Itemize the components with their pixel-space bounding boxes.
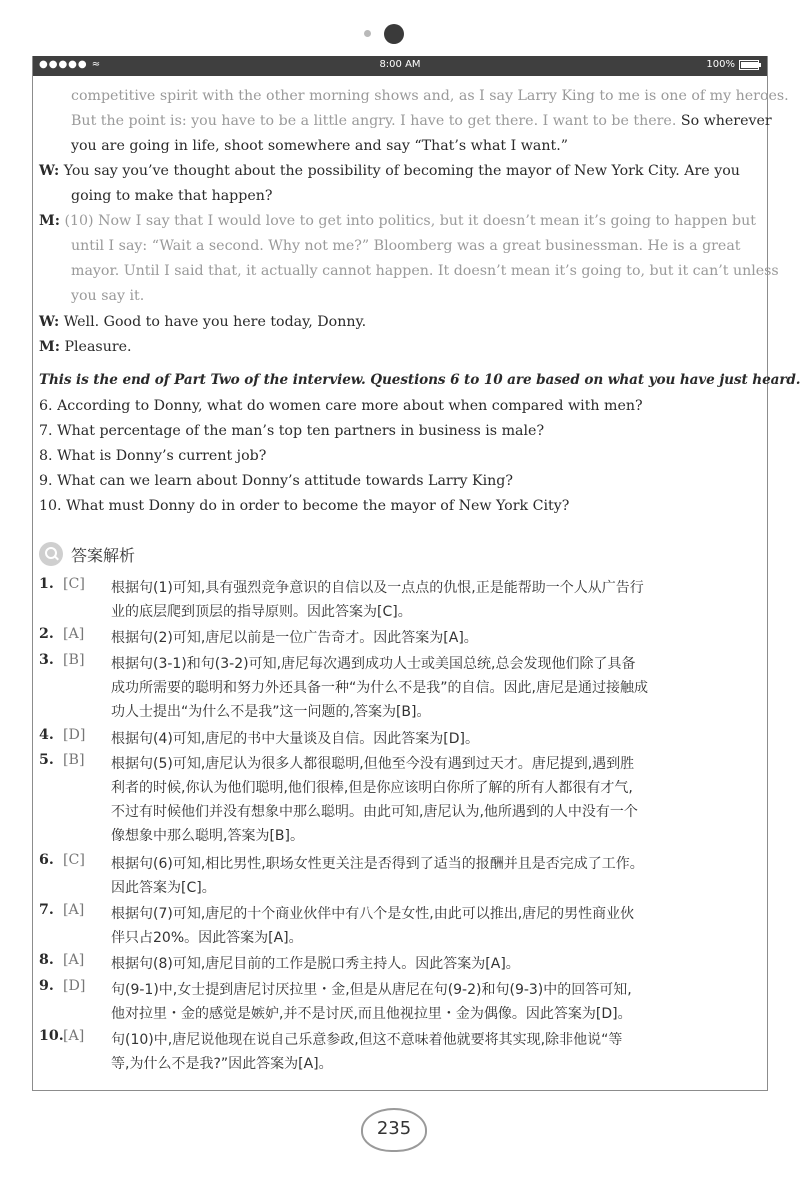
front-camera <box>364 24 404 44</box>
explanation-line: 根据句(1)可知,具有强烈竞争意识的自信以及一点点的仇恨,正是能帮助一个人从广告行 <box>111 580 644 596</box>
transcript-line: until I say: “Wait a second. Why not me?” Bloomberg was a great businessman. He is a great <box>71 238 741 254</box>
transcript-line: going to make that happen? <box>71 188 273 204</box>
transcript-text: Well. Good to have you here today, Donny. <box>63 314 367 330</box>
answer-number: 6. <box>39 852 54 868</box>
answer-key: [D] <box>63 978 86 994</box>
transcript-line: competitive spirit with the other morning shows and, as I say Larry King to me is one of my heroes. <box>71 88 789 104</box>
camera-lens <box>384 24 404 44</box>
answer-explanation <box>111 1028 759 1076</box>
answer-key: [A] <box>63 626 85 642</box>
speaker-label: M: <box>39 339 60 355</box>
answer-explanation <box>111 852 759 900</box>
section-title-text: 答案解析 <box>71 545 136 565</box>
transcript-segment: But the point is: you have to be a little angry. I have to get there. I want to be there. <box>71 113 677 129</box>
question-item <box>39 448 266 464</box>
transcript-text: You say you’ve thought about the possibility of becoming the mayor of New York City. Are you <box>63 163 740 179</box>
question-item <box>39 473 513 489</box>
answer-explanation <box>111 652 759 724</box>
status-time: 8:00 AM <box>379 59 421 70</box>
answer-explanation <box>111 902 759 950</box>
question-text: According to Donny, what do women care more about when compared with men? <box>57 398 643 414</box>
speaker-label: W: <box>39 314 60 330</box>
part-end-note: This is the end of Part Two of the interview. Questions 6 to 10 are based on what you have just heard. <box>39 372 800 388</box>
answer-explanation <box>111 752 759 848</box>
question-number: 9. <box>39 473 53 489</box>
explanation-line: 利者的时候,你认为他们聪明,他们很棒,但是你应该明白你所了解的所有人都很有才气, <box>111 780 633 796</box>
battery-status <box>706 59 759 70</box>
answer-number: 2. <box>39 626 54 642</box>
answer-number: 4. <box>39 727 54 743</box>
explanation-line: 句(10)中,唐尼说他现在说自己乐意参政,但这不意味着他就要将其实现,除非他说“等 <box>111 1032 623 1048</box>
transcript-line: you say it. <box>71 288 145 304</box>
transcript-text: (10) Now I say that I would love to get into politics, but it doesn’t mean it’s going to happen but <box>64 213 756 229</box>
answer-explanation <box>111 952 759 976</box>
transcript-text: Pleasure. <box>64 339 132 355</box>
answer-explanation <box>111 978 759 1026</box>
transcript-line: mayor. Until I said that, it actually cannot happen. It doesn’t mean it’s going to, but it can’t unless <box>71 263 779 279</box>
explanation-line: 功人士提出“为什么不是我”这一问题的,答案为[B]。 <box>111 704 431 720</box>
explanation-line: 根据句(7)可知,唐尼的十个商业伙伴中有八个是女性,由此可以推出,唐尼的男性商业伙 <box>111 906 635 922</box>
answer-key: [D] <box>63 727 86 743</box>
answer-number: 8. <box>39 952 54 968</box>
question-number: 6. <box>39 398 53 414</box>
signal-wifi-icon: ●●●●● ≈ <box>39 59 102 70</box>
explanation-line: 不过有时候他们并没有想象中那么聪明。由此可知,唐尼认为,他所遇到的人中没有一个 <box>111 804 638 820</box>
battery-icon <box>739 60 759 70</box>
answer-number: 9. <box>39 978 54 994</box>
question-text: What must Donny do in order to become the mayor of New York City? <box>66 498 570 514</box>
explanation-line: 成功所需要的聪明和努力外还具备一种“为什么不是我”的自信。因此,唐尼是通过接触成 <box>111 680 648 696</box>
explanation-line: 伴只占20%。因此答案为[A]。 <box>111 930 303 946</box>
transcript-line <box>71 113 772 129</box>
transcript-line <box>39 314 366 330</box>
status-bar <box>33 56 767 76</box>
explanation-line: 根据句(8)可知,唐尼目前的工作是脱口秀主持人。因此答案为[A]。 <box>111 956 520 972</box>
answer-key: [C] <box>63 852 85 868</box>
explanation-line: 他对拉里・金的感觉是嫉妒,并不是讨厌,而且他视拉里・金为偶像。因此答案为[D]。 <box>111 1006 632 1022</box>
speaker-label: W: <box>39 163 60 179</box>
explanation-line: 根据句(2)可知,唐尼以前是一位广告奇才。因此答案为[A]。 <box>111 630 478 646</box>
transcript-line <box>39 213 756 229</box>
question-text: What is Donny’s current job? <box>57 448 267 464</box>
magnifier-icon <box>39 542 63 566</box>
transcript-line <box>39 163 740 179</box>
answer-key: [C] <box>63 576 85 592</box>
explanation-line: 等,为什么不是我?”因此答案为[A]。 <box>111 1056 333 1072</box>
answer-explanation <box>111 576 759 624</box>
page-number-badge <box>361 1108 427 1152</box>
answer-explanation <box>111 626 759 650</box>
explanation-line: 根据句(4)可知,唐尼的书中大量谈及自信。因此答案为[D]。 <box>111 731 479 747</box>
question-number: 8. <box>39 448 53 464</box>
answer-key: [A] <box>63 902 85 918</box>
explanation-line: 句(9-1)中,女士提到唐尼讨厌拉里・金,但是从唐尼在句(9-2)和句(9-3)中的回答可知, <box>111 982 632 998</box>
question-text: What can we learn about Donny’s attitude towards Larry King? <box>57 473 513 489</box>
answer-key: [B] <box>63 652 85 668</box>
explanation-line: 根据句(5)可知,唐尼认为很多人都很聪明,但他至今没有遇到过天才。唐尼提到,遇到胜 <box>111 756 635 772</box>
transcript-segment: So wherever <box>680 113 772 129</box>
explanation-line: 业的底层爬到顶层的指导原则。因此答案为[C]。 <box>111 604 412 620</box>
answer-number: 7. <box>39 902 54 918</box>
question-text: What percentage of the man’s top ten partners in business is male? <box>57 423 545 439</box>
explanation-line: 像想象中那么聪明,答案为[B]。 <box>111 828 304 844</box>
answer-number: 10. <box>39 1028 64 1044</box>
answer-number: 5. <box>39 752 54 768</box>
explanation-line: 因此答案为[C]。 <box>111 880 216 896</box>
answer-number: 1. <box>39 576 54 592</box>
answer-explanation <box>111 727 759 751</box>
answer-key: [A] <box>63 1028 85 1044</box>
answer-key: [A] <box>63 952 85 968</box>
answers-section-title <box>39 542 135 566</box>
answer-key: [B] <box>63 752 85 768</box>
question-item <box>39 423 544 439</box>
question-number: 7. <box>39 423 53 439</box>
explanation-line: 根据句(6)可知,相比男性,职场女性更关注是否得到了适当的报酬并且是否完成了工作。 <box>111 856 644 872</box>
question-item <box>39 498 569 514</box>
page-number: 235 <box>376 1118 412 1139</box>
tablet-screen <box>32 56 800 1091</box>
battery-fill <box>741 62 759 68</box>
sensor-dot <box>364 30 371 37</box>
battery-percent: 100% <box>706 59 735 70</box>
speaker-label: M: <box>39 213 60 229</box>
transcript-line <box>39 339 132 355</box>
question-item <box>39 398 643 414</box>
answer-number: 3. <box>39 652 54 668</box>
transcript-line: you are going in life, shoot somewhere and say “That’s what I want.” <box>71 138 568 154</box>
question-number: 10. <box>39 498 62 514</box>
explanation-line: 根据句(3-1)和句(3-2)可知,唐尼每次遇到成功人士或美国总统,总会发现他们除了具备 <box>111 656 636 672</box>
